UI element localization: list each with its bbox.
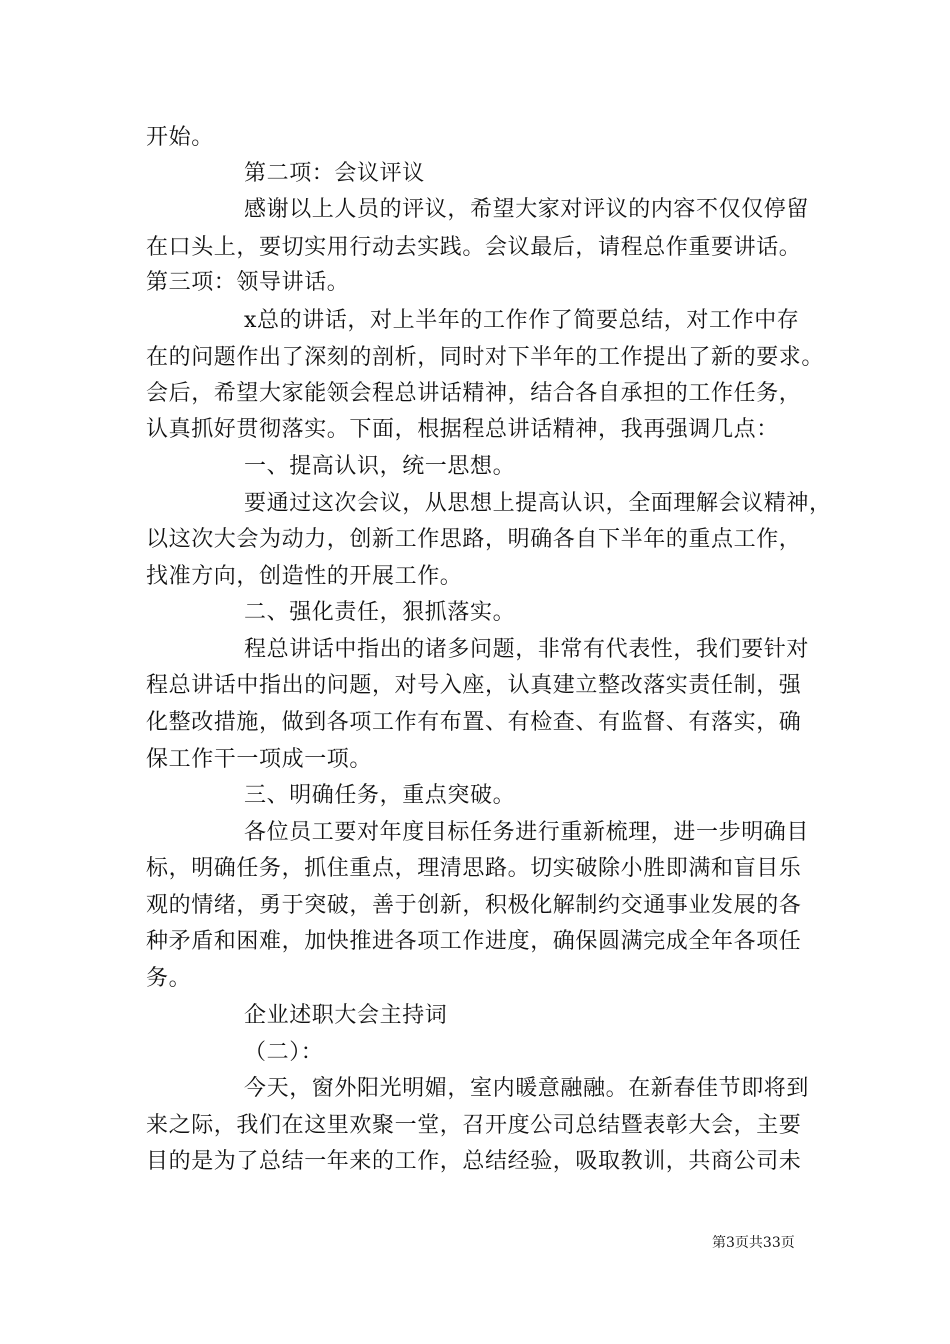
section-heading: （二）： (244, 1040, 324, 1065)
text-line: 来之际，我们在这里欢聚一堂，召开度公司总结暨表彰大会，主要 (146, 1113, 802, 1138)
section-heading: 三、明确任务，重点突破。 (244, 783, 516, 808)
text-line: 要通过这次会议，从思想上提高认识，全面理解会议精神， (244, 491, 832, 516)
text-line: 感谢以上人员的评议，希望大家对评议的内容不仅仅停留 (244, 197, 810, 222)
text-line: 目的是为了总结一年来的工作，总结经验，吸取教训，共商公司未 (146, 1149, 802, 1174)
text-line: 各位员工要对年度目标任务进行重新梳理，进一步明确目 (244, 820, 810, 845)
text-line: 找准方向，创造性的开展工作。 (146, 564, 463, 589)
section-heading: 二、强化责任，狠抓落实。 (244, 600, 516, 625)
text-line: 务。 (146, 966, 192, 991)
text-line: 以这次大会为动力，创新工作思路，明确各自下半年的重点工作， (146, 527, 802, 552)
text-line: 观的情绪，勇于突破，善于创新，积极化解制约交通事业发展的各 (146, 893, 802, 918)
text-line: 开始。 (146, 125, 214, 150)
page-number-footer: 第3页共33页 (712, 1235, 795, 1251)
text-line: 今天，窗外阳光明媚，室内暖意融融。在新春佳节即将到 (244, 1076, 810, 1101)
text-line: x总的讲话，对上半年的工作作了简要总结，对工作中存 (244, 308, 800, 333)
section-heading: 一、提高认识，统一思想。 (244, 454, 516, 479)
text-line: 程总讲话中指出的诸多问题，非常有代表性，我们要针对 (244, 637, 810, 662)
section-heading: 第二项：会议评议 (244, 161, 425, 186)
text-line: 在的问题作出了深刻的剖析，同时对下半年的工作提出了新的要求。 (146, 345, 825, 370)
text-line: 在口头上，要切实用行动去实践。会议最后，请程总作重要讲话。 (146, 235, 802, 260)
text-line: 认真抓好贯彻落实。下面，根据程总讲话精神，我再强调几点： (146, 417, 779, 442)
document-title: 企业述职大会主持词 (244, 1003, 448, 1028)
text-line: 程总讲话中指出的问题，对号入座，认真建立整改落实责任制，强 (146, 673, 802, 698)
text-line: 保工作干一项成一项。 (146, 747, 373, 772)
text-line: 化整改措施，做到各项工作有布置、有检查、有监督、有落实，确 (146, 710, 802, 735)
text-line: 会后，希望大家能领会程总讲话精神，结合各自承担的工作任务， (146, 381, 802, 406)
text-line: 种矛盾和困难，加快推进各项工作进度，确保圆满完成全年各项任 (146, 929, 802, 954)
section-heading: 第三项：领导讲话。 (146, 270, 350, 295)
text-line: 标，明确任务，抓住重点，理清思路。切实破除小胜即满和盲目乐 (146, 856, 802, 881)
